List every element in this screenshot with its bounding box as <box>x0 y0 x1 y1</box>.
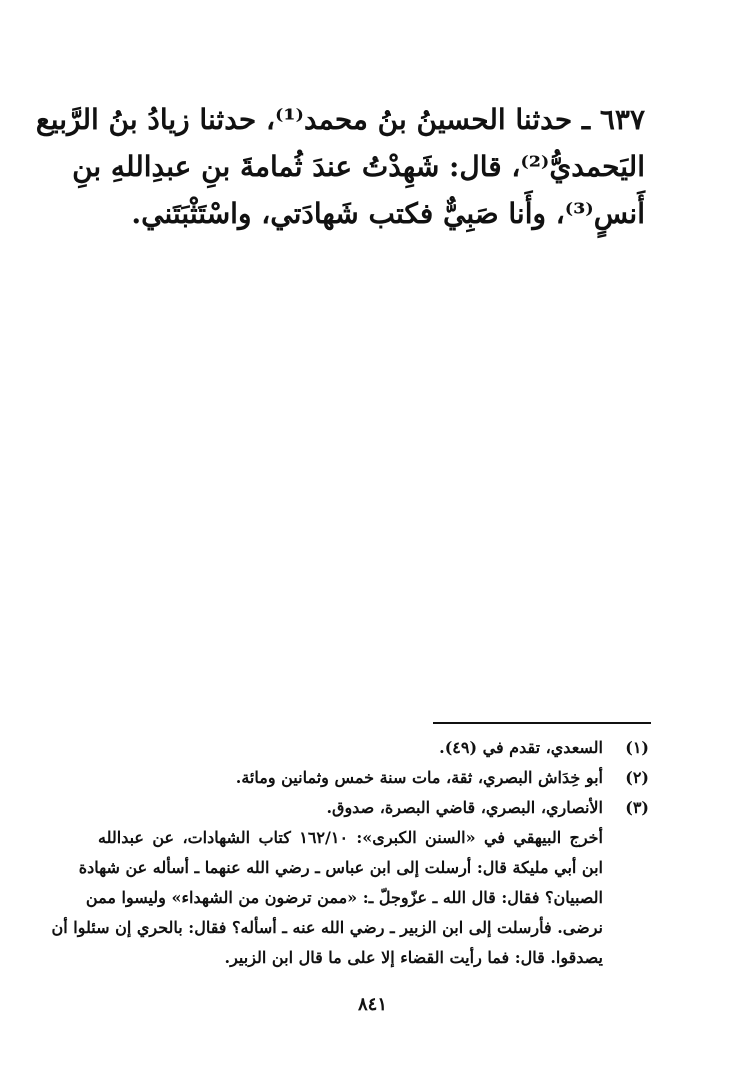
footnote-text: أبو خِدَاش البصري، ثقة، مات سنة خمس وثمانين ومائة. <box>235 768 603 787</box>
footnote-text: الأنصاري، البصري، قاضي البصرة، صدوق. <box>326 798 603 817</box>
footnote-commentary-line: الصبيان؟ فقال: قال الله ـ عزّوجلّ ـ: «ممن ترضون من الشهداء» وليسوا ممن <box>85 888 603 907</box>
page-number: ٨٤١ <box>357 994 387 1015</box>
footnote-item <box>98 733 649 763</box>
footnote-commentary-line: أخرج البيهقي في «السنن الكبرى»: ١٦٢/١٠ كتاب الشهادات، عن عبدالله <box>98 828 604 847</box>
footnote-commentary-line: ابن أبي مليكة قال: أرسلت إلى ابن عباس ـ رضي الله عنهما ـ أسأله عن شهادة <box>78 858 603 877</box>
footnote-divider <box>433 722 651 724</box>
footnote-commentary <box>51 823 649 973</box>
footnote-item <box>98 763 649 793</box>
hadith-text <box>35 96 645 237</box>
footnote-commentary-line: يصدقوا. قال: فما رأيت القضاء إلا على ما قال ابن الزبير. <box>224 948 603 967</box>
footnotes <box>51 733 649 973</box>
footnote-number: (١) <box>625 738 649 757</box>
hadith-line: اليَحمديُّ⁽²⁾، قال: شَهِدْتُ عندَ ثُمامةَ بنِ عبدِاللهِ بنِ <box>72 150 645 183</box>
footnote-commentary-line: نرضى. فأرسلت إلى ابن الزبير ـ رضي الله عنه ـ أسأله؟ فقال: بالحري إن سئلوا أن <box>51 918 603 937</box>
footnote-number: (٢) <box>625 768 649 787</box>
hadith-line: أَنسٍ⁽³⁾، وأَنا صَبِيٌّ فكتب شَهادَتي، واسْتَثْبَتَني. <box>131 197 645 230</box>
footnote-number: (٣) <box>625 798 649 817</box>
footnote-text: السعدي، تقدم في (٤٩). <box>439 738 603 757</box>
hadith-line: ٦٣٧ ـ حدثنا الحسينُ بنُ محمد⁽¹⁾، حدثنا زيادُ بنُ الرَّبيع <box>35 103 645 136</box>
footnote-item <box>98 793 649 823</box>
